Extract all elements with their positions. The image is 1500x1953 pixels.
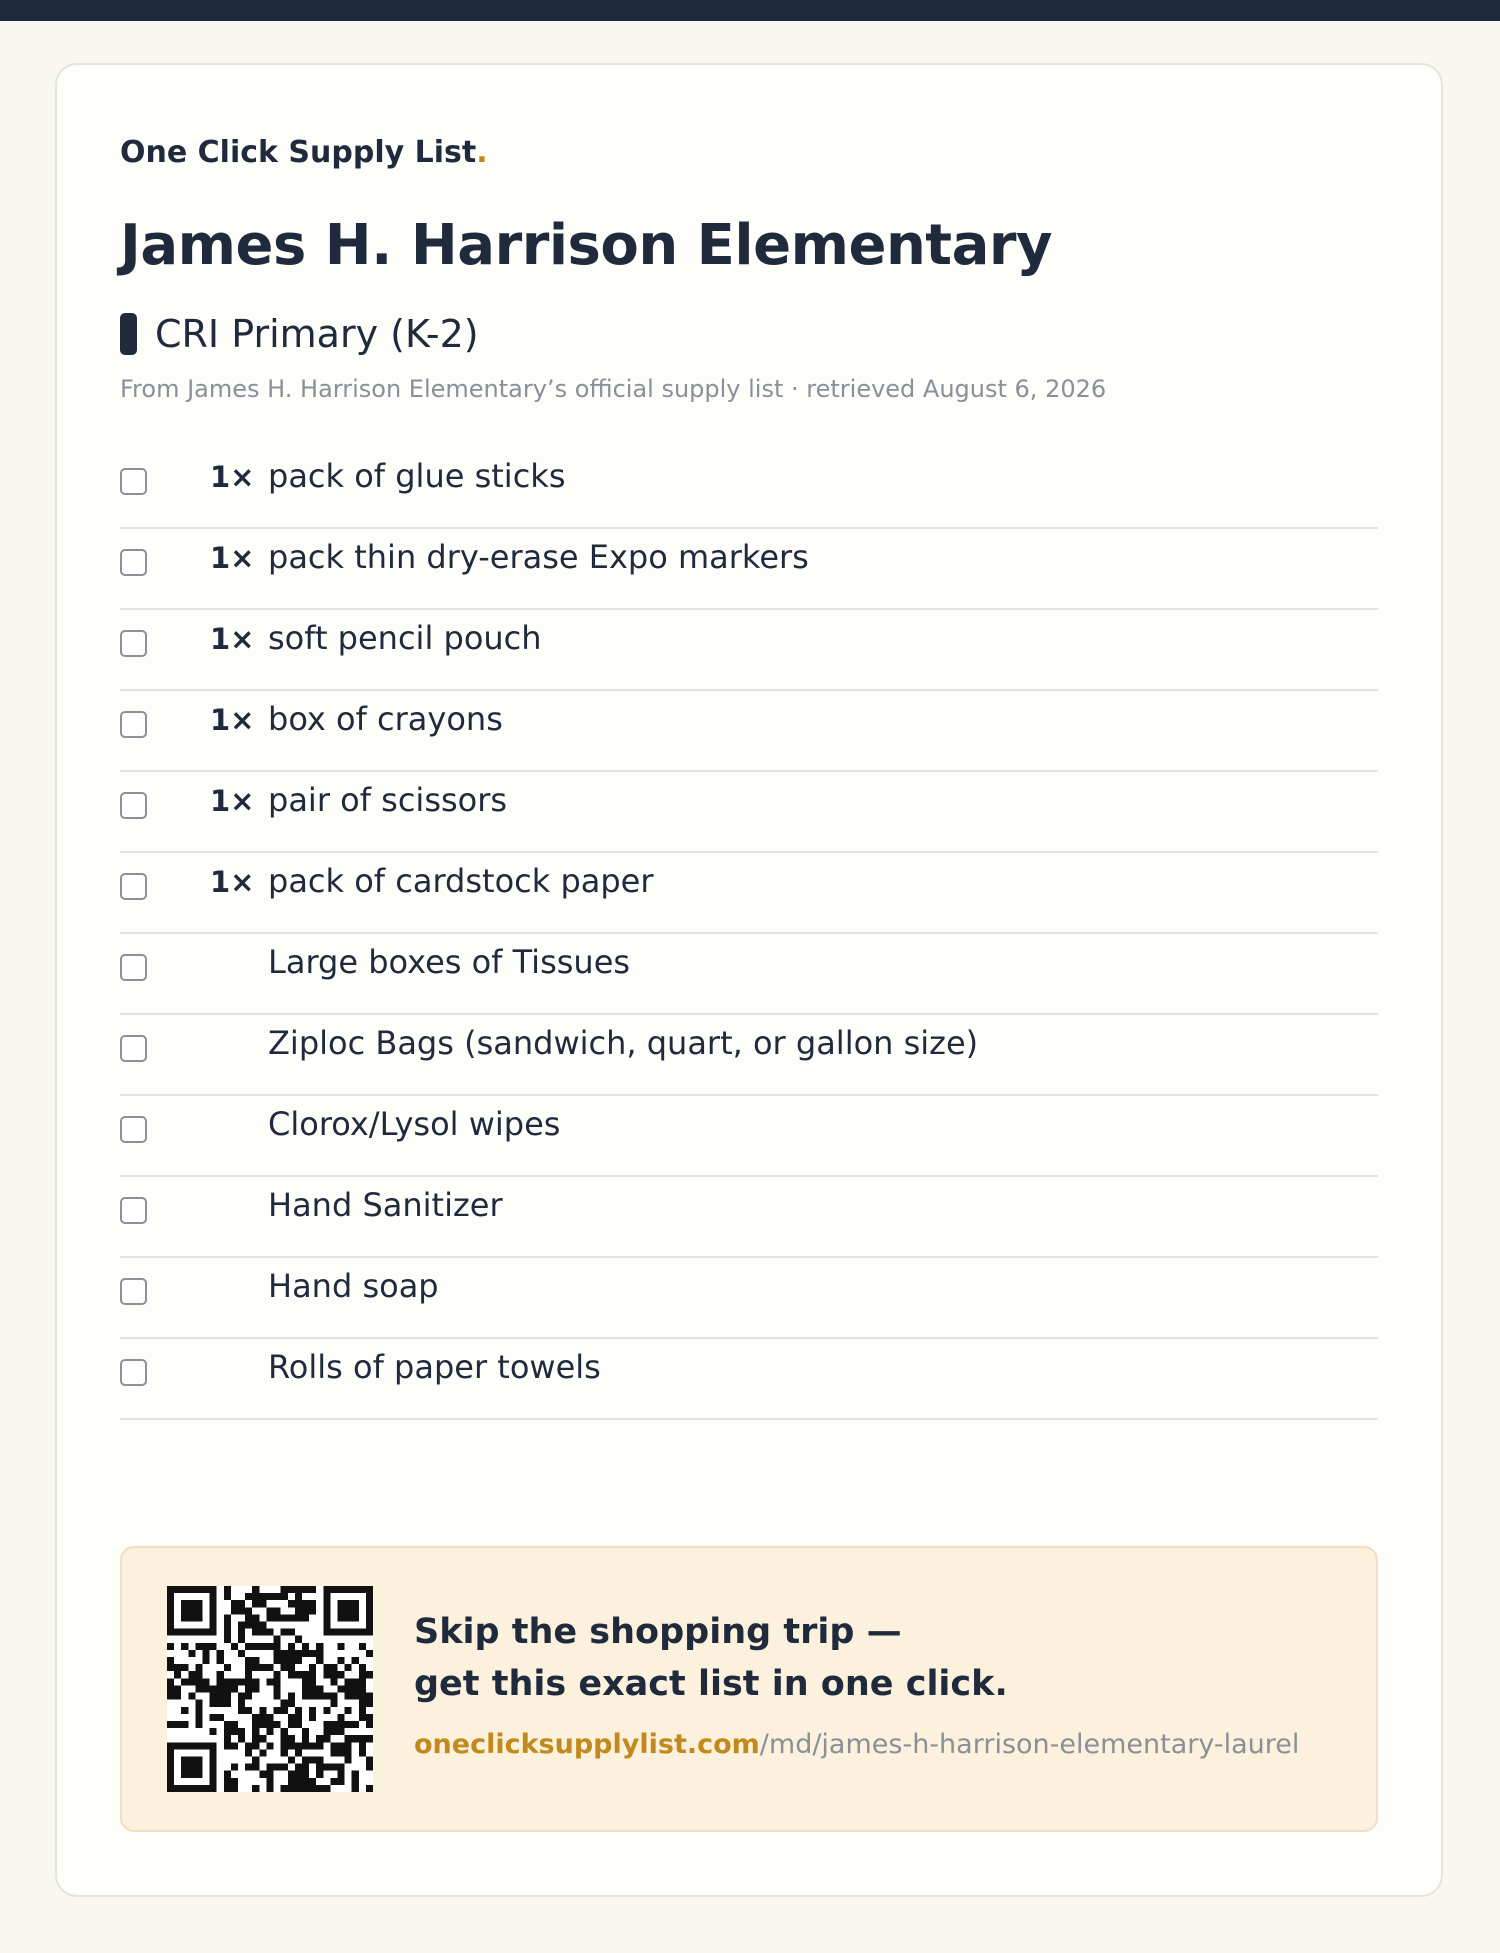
item-name: pair of scissors xyxy=(268,781,508,819)
promo-banner xyxy=(120,1546,1378,1832)
item-name: Hand Sanitizer xyxy=(268,1186,503,1224)
item-name: Rolls of paper towels xyxy=(268,1348,601,1386)
supply-checklist xyxy=(120,448,1378,1420)
item-checkbox[interactable] xyxy=(120,954,147,981)
item-name: soft pencil pouch xyxy=(268,619,542,657)
list-item xyxy=(120,853,1378,934)
item-name: Hand soap xyxy=(268,1267,439,1305)
item-checkbox[interactable] xyxy=(120,1116,147,1143)
item-quantity: 1× xyxy=(210,703,255,737)
item-name: Clorox/Lysol wipes xyxy=(268,1105,561,1143)
list-item xyxy=(120,691,1378,772)
item-quantity: 1× xyxy=(210,865,255,899)
item-quantity: 1× xyxy=(210,622,255,656)
page-title: James H. Harrison Elementary xyxy=(120,213,1052,278)
item-checkbox[interactable] xyxy=(120,792,147,819)
item-name: pack of glue sticks xyxy=(268,457,566,495)
brand-name: One Click Supply List xyxy=(120,135,477,170)
item-name: Ziploc Bags (sandwich, quart, or gallon size) xyxy=(268,1024,979,1062)
item-checkbox[interactable] xyxy=(120,549,147,576)
list-item xyxy=(120,1258,1378,1339)
item-checkbox[interactable] xyxy=(120,711,147,738)
list-item xyxy=(120,1339,1378,1420)
qr-code-icon[interactable] xyxy=(167,1586,373,1792)
source-note: From James H. Harrison Elementary’s official supply list · retrieved August 6, 2026 xyxy=(120,375,1107,403)
brand-logo[interactable] xyxy=(120,135,488,170)
top-bar xyxy=(0,0,1500,21)
promo-link-path: /md/james-h-harrison-elementary-laurel xyxy=(759,1729,1300,1760)
list-item xyxy=(120,772,1378,853)
list-item xyxy=(120,529,1378,610)
card-content xyxy=(55,63,1443,1897)
list-item xyxy=(120,1096,1378,1177)
brand-dot: . xyxy=(476,135,488,170)
item-quantity: 1× xyxy=(210,460,255,494)
item-quantity: 1× xyxy=(210,784,255,818)
promo-link[interactable] xyxy=(414,1729,1299,1760)
item-checkbox[interactable] xyxy=(120,1278,147,1305)
item-checkbox[interactable] xyxy=(120,1359,147,1386)
item-name: Large boxes of Tissues xyxy=(268,943,631,981)
item-checkbox[interactable] xyxy=(120,630,147,657)
promo-link-domain: oneclicksupplylist.com xyxy=(414,1729,760,1760)
item-quantity: 1× xyxy=(210,541,255,575)
promo-headline-2: get this exact list in one click. xyxy=(414,1664,1008,1704)
item-name: pack of cardstock paper xyxy=(268,862,654,900)
list-item xyxy=(120,934,1378,1015)
program-heading xyxy=(120,309,479,359)
list-item xyxy=(120,610,1378,691)
list-item xyxy=(120,1015,1378,1096)
item-checkbox[interactable] xyxy=(120,873,147,900)
promo-headline-1: Skip the shopping trip — xyxy=(414,1612,902,1652)
item-checkbox[interactable] xyxy=(120,1035,147,1062)
item-checkbox[interactable] xyxy=(120,1197,147,1224)
item-checkbox[interactable] xyxy=(120,468,147,495)
program-name: CRI Primary (K-2) xyxy=(155,312,479,356)
item-name: pack thin dry-erase Expo markers xyxy=(268,538,809,576)
item-name: box of crayons xyxy=(268,700,503,738)
program-marker-icon xyxy=(120,313,137,355)
list-item xyxy=(120,448,1378,529)
list-item xyxy=(120,1177,1378,1258)
